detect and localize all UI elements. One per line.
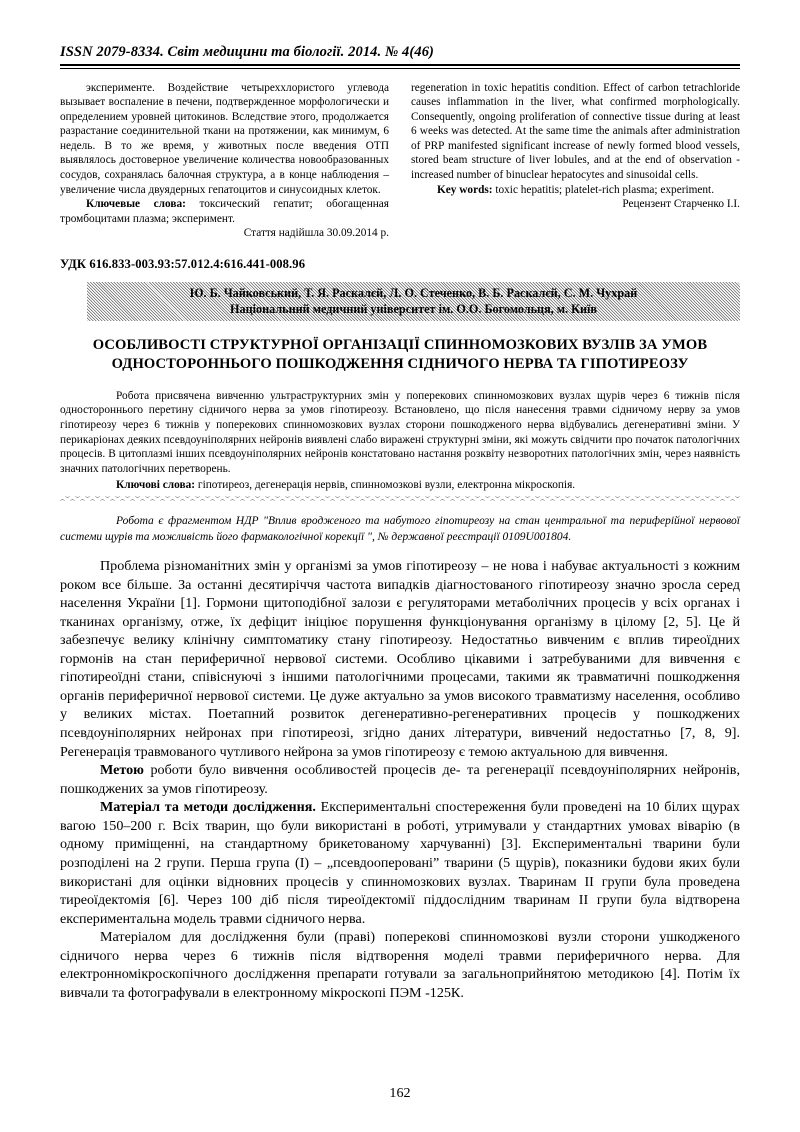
previous-article-en-keywords bbox=[411, 183, 740, 198]
wavy-separator bbox=[60, 496, 740, 501]
body-paragraph bbox=[60, 798, 740, 928]
previous-article-received-date: Стаття надійшла 30.09.2014 р. bbox=[243, 227, 389, 240]
body-paragraph-text: Експериментальні спостереження були проведені на 10 білих щурах вагою 150–200 г. Всіх тварин, що були використані в роботі, утримували у стандартних умовах віварію (в одному приміщенні, на стандартному брикетованому харчуванні) [3]. Експериментальні тварини були розподілені на 2 групи. Перша група (І) – „псевдооперовані” тварини (5 щурів), показники будови яких були використані для оцінки відновних процесів у спинномозкових вузлах. Тваринам ІІ групи була проведена тиреоїдектомія [6]. Через 100 діб після тиреоїдектомії піддослідним тваринам ІІ групи була відтворена експериментальна модель травми сідничого нерва. bbox=[60, 799, 740, 927]
body-paragraph bbox=[60, 928, 740, 1002]
article-title-line-1: ОСОБЛИВОСТІ СТРУКТУРНОЇ ОРГАНІЗАЦІЇ СПИННОМОЗКОВИХ ВУЗЛІВ ЗА УМОВ bbox=[92, 336, 708, 353]
udc-code: УДК 616.833-003.93:57.012.4:616.441-008.96 bbox=[60, 256, 306, 271]
body-paragraph-text: роботи було вивчення особливостей процесів де- та регенерації псевдоуніполярних нейронів, пошкоджених за умов гіпотиреозу. bbox=[60, 762, 740, 797]
article-keywords-text: гіпотиреоз, дегенерація нервів, спинномозкові вузли, електронна мікроскопія. bbox=[195, 478, 576, 491]
body-paragraph-text: Матеріалом для дослідження були (праві) поперекові спинномозкові вузли сторони ушкодженого сідничого нерва через 6 тижнів після відтворення моделі травми периферичного нерва. Для електронномікроскопічного дослідження препарати готували за загальноприйнятою методикою [4]. Потім їх вивчали та фотографували в електронному мікроскопі ПЭМ -125К. bbox=[60, 929, 740, 1001]
body-paragraph bbox=[60, 557, 740, 761]
article-keywords bbox=[60, 478, 740, 493]
previous-article-abstracts bbox=[60, 81, 740, 241]
header-rule bbox=[60, 64, 740, 69]
article-abstract: Робота присвячена вивченню ультраструктурних змін у поперекових спинномозкових вузлах щурів через 6 тижнів після одностороннього перетину сідничого нерва за умов гіпотиреозу. Встановлено, що після нанесення травми сідничому нерву за умов гіпотиреозу через 6 тижнів у поперекових спинномозкових вузлах сторони пошкодженого нерва відбувались дегенеративні зміни. У перикаріонах деяких псевдоуніполярних нейронів виявлені слабо виражені структурні зміни, які можуть свідчити про початок патологічних процесів. В цитоплазмі інших псевдоуніполярних нейронів констатовано настання розквіту незворотних патологічних змін, через наявність значних патологічних перетворень. bbox=[60, 389, 740, 475]
previous-article-ru-keywords-text: токсический гепатит; обогащенная тромбоцитами плазма; эксперимент. bbox=[60, 198, 389, 225]
running-head: ISSN 2079-8334. Світ медицини та біології. 2014. № 4(46) bbox=[60, 44, 434, 60]
article-body bbox=[60, 557, 740, 1003]
funding-note: Робота є фрагментом НДР "Вплив вродженого та набутого гіпотиреозу на стан центральної та периферійної нервової системи щурів та можливість його фармакологічної корекції ", № державної реєстрації 0109U001804. bbox=[60, 515, 740, 543]
author-list: Ю. Б. Чайковський, Т. Я. Раскалєй, Л. О. Стеченко, В. Б. Раскалєй, С. М. Чухрай bbox=[189, 285, 638, 300]
body-paragraph-text: Проблема різноманітних змін у організмі за умов гіпотиреозу – не нова і набуває актуальності з кожним роком все більше. За останні десятиріччя частота випадків діагностованого гіпотиреозу значно зросла серед населення України [1]. Гормони щитоподібної залози є регуляторами метаболічних процесів у всіх органах і тканинах організму, отже, їх дефіцит ініціює порушення функціонування організму в цілому [2, 5]. Це й забезпечує велику клінічну симптоматику стану гіпотиреозу. Недостатньо вивченим є вплив тиреоїдних гормонів на стан периферичної нервової системи. Особливо цікавими і затребуваними для вивчення є гіпотиреоїдні стани, співіснуючі з іншими патологічними процесами, такими як травматичні пошкодження органів периферичної нервової системи. Це дуже актуально за умов високого травматизму населення, особливо у великих містах. Поетапний розвиток дегенеративно-регенеративних процесів у пошкоджених псевдоуніполярних нейронах при гіпотиреозі, згідно даних літератури, вивчений недостатньо [7, 8, 9]. Регенерація травмованого чутливого нейрона за умов гіпотиреозу є темою актуальною для вивчення. bbox=[60, 557, 740, 760]
previous-article-reviewer: Рецензент Старченко І.І. bbox=[622, 198, 740, 211]
article-title bbox=[60, 336, 740, 375]
author-affiliation-band bbox=[87, 282, 740, 321]
previous-article-ru-keywords-label: Ключевые слова: bbox=[86, 198, 186, 211]
affiliation: Національний медичний університет ім. О.О. Богомольця, м. Київ bbox=[230, 301, 597, 316]
previous-article-en-body: regeneration in toxic hepatitis condition. Effect of carbon tetrachloride causes inflammation in the liver, what confirmed morphologically. Consequently, ongoing proliferation of connective tissue during at least 6 weeks was detected. At the same time the animals after administration of PRP manifested significant increase of newly formed blood vessels, stored beam structure of liver lobules, and at the end of observation - increased number of binuclear hepatocytes and sinusoidal cells. bbox=[411, 81, 740, 181]
previous-article-ru-body: эксперименте. Воздействие четыреххлористого углевода вызывает воспаление в печени, подтвержденное морфологически и определением уровней цитокинов. Вследствие этого, продолжается разрастание соединительной ткани на протяжении, как минимум, 6 недель. В то же время, у животных после введения ОТП выявлялось достоверное увеличение количества новообразованных сосудов, сохранялась балочная структура, а в конце наблюдения – увеличение числа двуядерных гепатоцитов и синусоидных клеток. bbox=[60, 81, 389, 196]
body-paragraph-lead: Матеріал та методи дослідження. bbox=[100, 799, 316, 816]
previous-article-ru-keywords bbox=[60, 197, 389, 226]
previous-article-en-keywords-label: Key words: bbox=[437, 183, 493, 196]
body-paragraph-lead: Метою bbox=[100, 762, 144, 779]
article-title-line-2: ОДНОСТОРОННЬОГО ПОШКОДЖЕННЯ СІДНИЧОГО НЕРВА ТА ГІПОТИРЕОЗУ bbox=[111, 356, 689, 373]
body-paragraph bbox=[60, 761, 740, 798]
previous-article-left-column bbox=[60, 81, 389, 241]
previous-article-en-keywords-text: toxic hepatitis; platelet-rich plasma; experiment. bbox=[492, 183, 715, 196]
page-number: 162 bbox=[389, 1085, 411, 1101]
article-keywords-label: Ключові слова: bbox=[116, 478, 196, 491]
previous-article-right-column bbox=[411, 81, 740, 241]
